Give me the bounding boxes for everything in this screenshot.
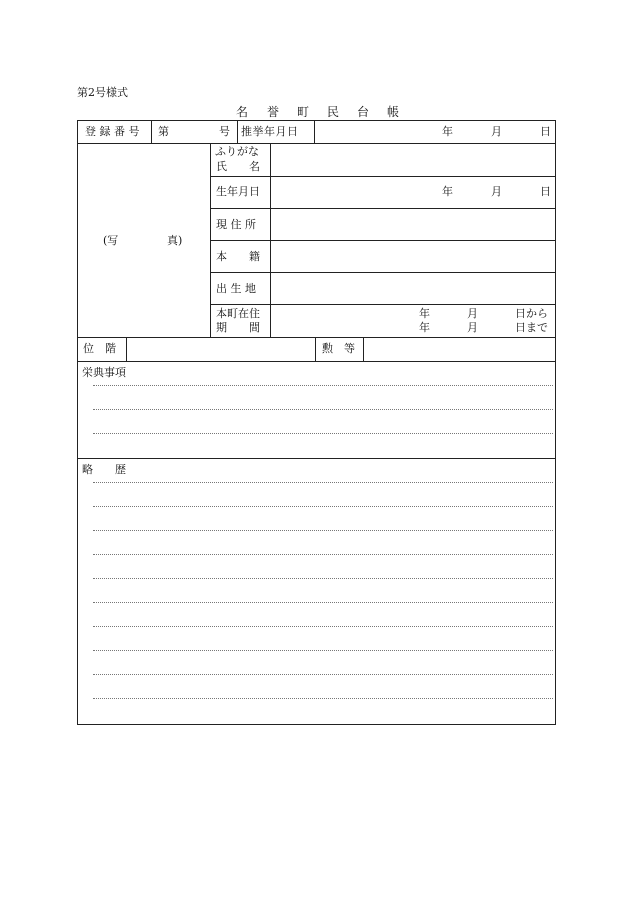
- dai-label: 第: [158, 125, 169, 138]
- dotted-line: [93, 602, 553, 603]
- honors-label: 栄典事項: [82, 366, 126, 379]
- table-line: [315, 337, 316, 362]
- form-number: 第2号様式: [77, 86, 128, 99]
- table-line: [237, 120, 238, 144]
- gou-label: 号: [219, 125, 230, 138]
- dotted-line: [93, 385, 553, 386]
- table-line: [210, 272, 556, 273]
- recommend-year: 年: [442, 125, 453, 138]
- table-line: [77, 143, 556, 144]
- table-line: [77, 337, 556, 338]
- history-label: 略 歴: [82, 463, 126, 476]
- photo-label-open: (写: [103, 234, 119, 247]
- dotted-line: [93, 626, 553, 627]
- dotted-line: [93, 554, 553, 555]
- residence-until: 日まで: [515, 321, 548, 334]
- table-line: [210, 176, 556, 177]
- table-line: [126, 337, 127, 362]
- recommend-month: 月: [491, 125, 502, 138]
- residence-from: 日から: [515, 307, 548, 320]
- table-line: [210, 304, 556, 305]
- table-line: [77, 724, 556, 725]
- dotted-line: [93, 409, 553, 410]
- recommend-date-label: 推挙年月日: [241, 125, 299, 138]
- dotted-line: [93, 578, 553, 579]
- table-line: [314, 120, 315, 144]
- table-line: [77, 120, 556, 121]
- table-line: [555, 120, 556, 725]
- table-line: [210, 208, 556, 209]
- birthplace-label: 出 生 地: [216, 282, 256, 295]
- rank-label: 位 階: [83, 342, 116, 355]
- table-line: [210, 143, 211, 338]
- table-line: [77, 361, 556, 362]
- dotted-line: [93, 674, 553, 675]
- title-char: 誉: [267, 105, 280, 119]
- recommend-day: 日: [540, 125, 551, 138]
- residence-month-from: 月: [467, 307, 478, 320]
- honseki-label: 本 籍: [216, 250, 260, 263]
- table-line: [77, 120, 78, 725]
- title-char: 民: [327, 105, 340, 119]
- table-line: [270, 143, 271, 338]
- residence-year-until: 年: [419, 321, 430, 334]
- title-char: 町: [297, 105, 310, 119]
- residence-label: 本町在住: [216, 307, 260, 320]
- dotted-line: [93, 482, 553, 483]
- dotted-line: [93, 433, 553, 434]
- table-line: [210, 240, 556, 241]
- title-char: 帳: [387, 105, 400, 119]
- table-line: [151, 120, 152, 144]
- birth-month: 月: [491, 185, 502, 198]
- residence-month-until: 月: [467, 321, 478, 334]
- birth-year: 年: [442, 185, 453, 198]
- dotted-line: [93, 650, 553, 651]
- birth-day: 日: [540, 185, 551, 198]
- photo-label-close: 真): [167, 234, 183, 247]
- decoration-label: 勲 等: [322, 342, 355, 355]
- dotted-line: [93, 530, 553, 531]
- dotted-line: [93, 698, 553, 699]
- birth-date-label: 生年月日: [216, 185, 260, 198]
- dotted-line: [93, 506, 553, 507]
- furigana-label: ふりがな: [215, 145, 259, 158]
- title-char: 名: [236, 105, 249, 119]
- registration-number-label: 登 録 番 号: [85, 125, 140, 138]
- table-line: [363, 337, 364, 362]
- table-line: [77, 458, 556, 459]
- period-label: 期 間: [216, 321, 260, 334]
- title-char: 台: [357, 105, 370, 119]
- name-label: 氏 名: [216, 160, 260, 173]
- residence-year-from: 年: [419, 307, 430, 320]
- address-label: 現 住 所: [216, 218, 256, 231]
